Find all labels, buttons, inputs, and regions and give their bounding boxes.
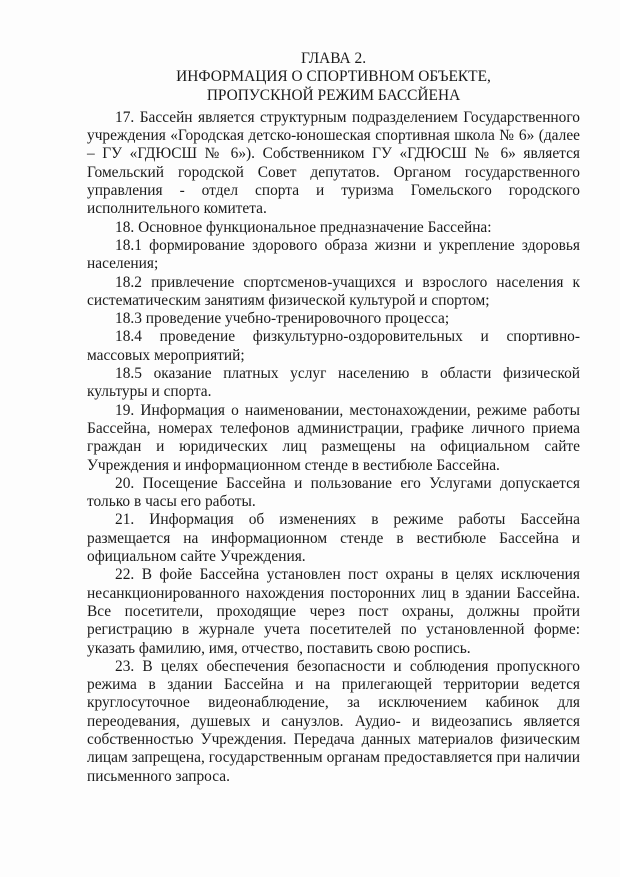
chapter-title-line-1: ИНФОРМАЦИЯ О СПОРТИВНОМ ОБЪЕКТЕ, [176, 68, 491, 86]
paragraph-21: 21. Информация об изменениях в режиме работы Бассейна размещается на информационном стенде в вестибюле Бассейна и официальном сайте Учреждения. [87, 511, 580, 566]
paragraph-22: 22. В фойе Бассейна установлен пост охраны в целях исключения несанкционированного нахождения посторонних лиц в здании Бассейна. Все посетители, проходящие через пост охраны, должны пройти регистрацию в журнале учета посетителей по установленной форме: указать фамилию, имя, отчество, поставить свою роспись. [87, 566, 580, 657]
chapter-heading [87, 50, 580, 105]
paragraph-18-3: 18.3 проведение учебно-тренировочного процесса; [115, 310, 450, 328]
paragraph-19: 19. Информация о наименовании, местонахождении, режиме работы Бассейна, номерах телефонов администрации, графике личного приема граждан и юридических лиц размещены на официальном сайте Учреждения и информационном стенде в вестибюле Бассейна. [87, 401, 580, 474]
document-body [87, 50, 580, 786]
paragraph-18-1: 18.1 формирование здорового образа жизни и укрепление здоровья населения; [87, 236, 580, 273]
paragraph-18-2: 18.2 привлечение спортсменов-учащихся и взрослого населения к систематическим занятиям физической культурой и спортом; [87, 273, 580, 309]
paragraph-20: 20. Посещение Бассейна и пользование его Услугами допускается только в часы его работы. [87, 474, 580, 511]
paragraph-23: 23. В целях обеспечения безопасности и соблюдения пропускного режима в здании Бассейна и на прилегающей территории ведется круглосуточное видеонаблюдение, за исключением кабинок для переодевания, душевых и санузлов. Аудио- и видеозапись является собственностью Учреждения. Передача данных материалов физическим лицам запрещена, государственным органам предоставляется при наличии письменного запроса. [87, 657, 580, 785]
paragraph-18: 18. Основное функциональное предназначение Бассейна: [115, 218, 492, 236]
chapter-title-line-2: ПРОПУСКНОЙ РЕЖИМ БАССЙЕНА [206, 86, 461, 104]
paragraph-18-5: 18.5 оказание платных услуг населению в области физической культуры и спорта. [87, 365, 580, 401]
paragraph-17: 17. Бассейн является структурным подразделением Государственного учреждения «Городская детско-юношеская спортивная школа № 6» (далее – ГУ «ГДЮСШ № 6»). Собственником ГУ «ГДЮСШ № 6» является Гомельский городской Совет депутатов. Органом государственного управления - отдел спорта и туризма Гомельского городского исполнительного комитета. [87, 108, 580, 218]
paragraph-18-4: 18.4 проведение физкультурно-оздоровительных и спортивно-массовых мероприятий; [87, 328, 580, 364]
chapter-number: ГЛАВА 2. [300, 50, 367, 67]
